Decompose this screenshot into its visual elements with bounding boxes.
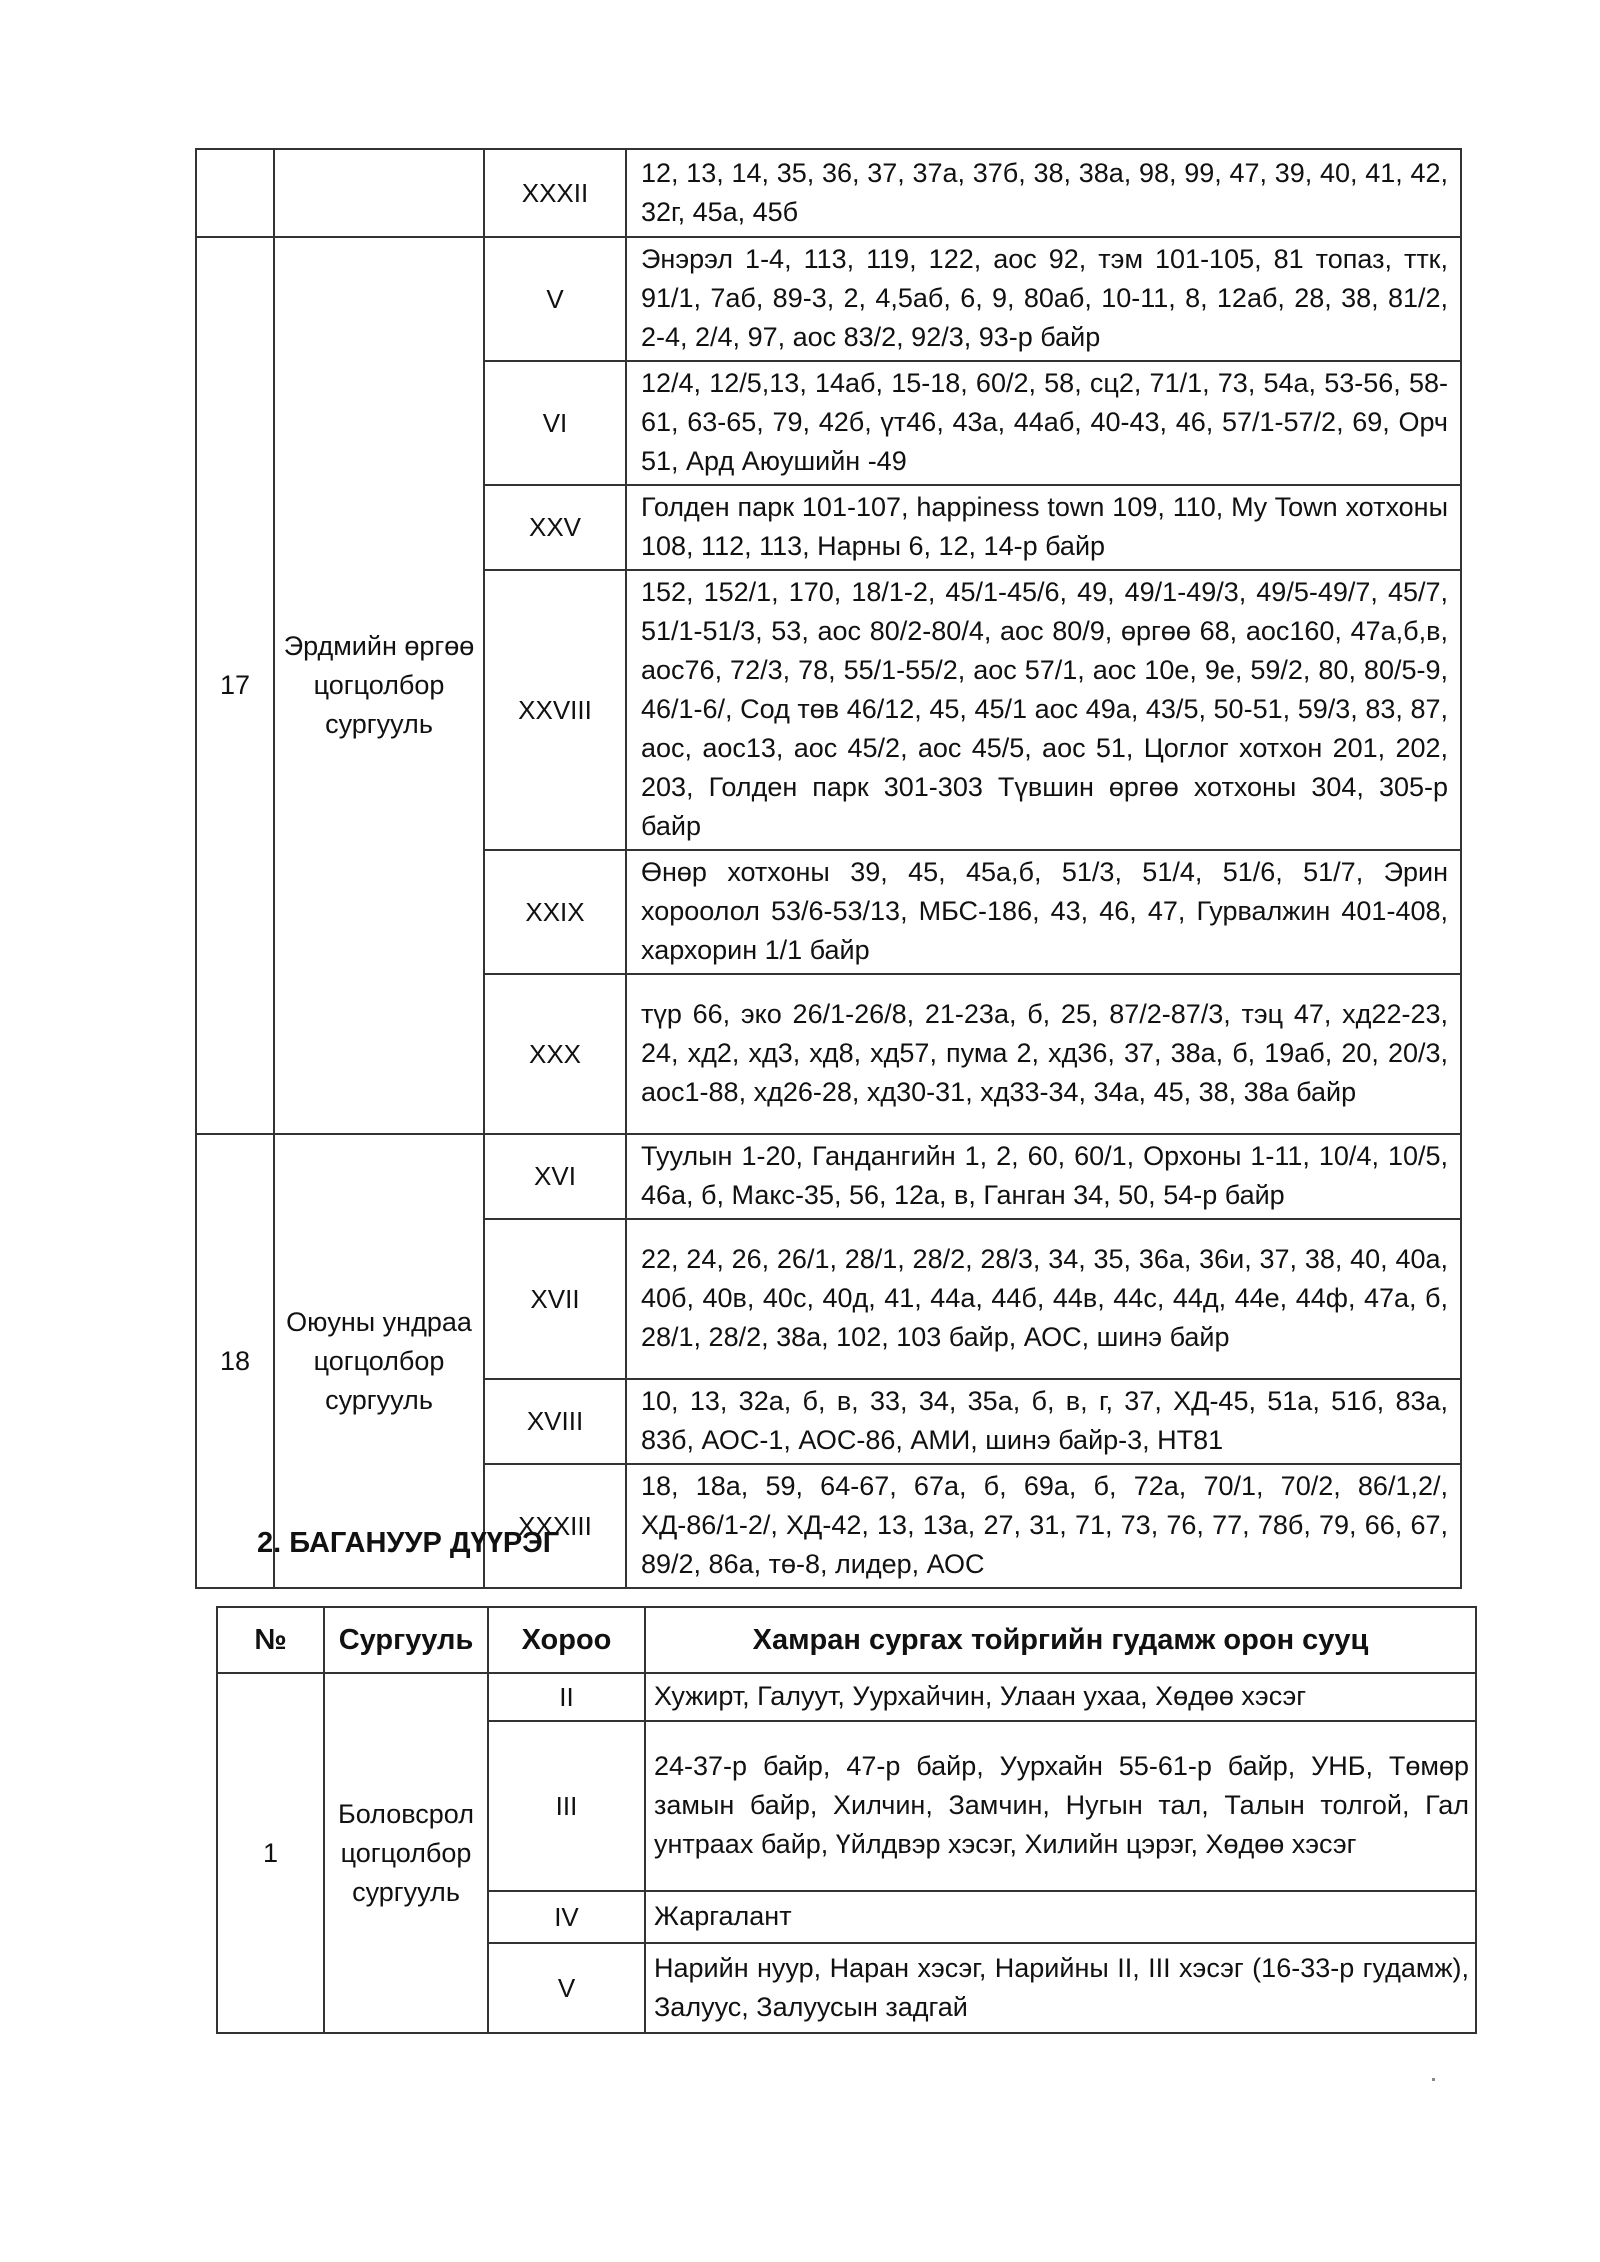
address-list: Өнөр хотхоны 39, 45, 45а,б, 51/3, 51/4, 51/6, 51/7, Эрин хороолол 53/6-53/13, МБС-186, 43, 46, 47, Гурвалжин 401-408, хархорин 1/1 байр [626,850,1461,974]
row-number [196,149,274,237]
khoroo-number: XXVIII [484,570,626,850]
address-list: Туулын 1-20, Гандангийн 1, 2, 60, 60/1, Орхоны 1-11, 10/4, 10/5, 46а, б, Макс-35, 56, 12а, в, Ганган 34, 50, 54-р байр [626,1134,1461,1219]
address-list: 18, 18а, 59, 64-67, 67а, б, 69а, б, 72а, 70/1, 70/2, 86/1,2/, ХД-86/1-2/, ХД-42, 13, 13а, 27, 31, 71, 73, 76, 77, 78б, 79, 66, 67, 89/2, 86а, тө-8, лидер, АОС [626,1464,1461,1588]
khoroo-number: XXXIII [484,1464,626,1588]
khoroo-number: XXXII [484,149,626,237]
khoroo-number: XXV [484,485,626,570]
address-list: 24-37-р байр, 47-р байр, Уурхайн 55-61-р байр, УНБ, Төмөр замын байр, Хилчин, Замчин, Нугын тал, Талын толгой, Гал унтраах байр, Үйлдвэр хэсэг, Хилийн цэрэг, Хөдөө хэсэг [645,1721,1476,1891]
khoroo-number: IV [488,1891,645,1943]
district-table-continued [195,148,1462,1589]
table-row [196,237,1461,361]
header-number: № [217,1607,324,1673]
row-number: 18 [196,1134,274,1588]
scan-speck [1432,2078,1435,2081]
address-list: 152, 152/1, 170, 18/1-2, 45/1-45/6, 49, 49/1-49/3, 49/5-49/7, 45/7, 51/1-51/3, 53, аос 80/2-80/4, аос 80/9, өргөө 68, аос160, 47а,б,в, аос76, 72/3, 78, 55/1-55/2, аос 57/1, аос 10е, 9е, 59/2, 80, 80/5-9, 46/1-6/, Сод төв 46/12, 45, 45/1 аос 49а, 43/5, 50-51, 59/3, 83, 87, аос, аос13, аос 45/2, аос 45/5, аос 51, Цоглог хотхон 201, 202, 203, Голден парк 301-303 Түвшин өргөө хотхоны 304, 305-р байр [626,570,1461,850]
baganuur-district-table [216,1606,1477,2034]
khoroo-number: XVII [484,1219,626,1379]
address-list: түр 66, эко 26/1-26/8, 21-23а, б, 25, 87/2-87/3, тэц 47, хд22-23, 24, хд2, хд3, хд8, хд57, пума 2, хд36, 37, 38а, б, 19аб, 20, 20/3, аос1-88, хд26-28, хд30-31, хд33-34, 34а, 45, 38, 38а байр [626,974,1461,1134]
address-list: Нарийн нуур, Наран хэсэг, Нарийны II, III хэсэг (16-33-р гудамж), Залуус, Залуусын задгай [645,1943,1476,2033]
khoroo-number: XVI [484,1134,626,1219]
address-list: Хужирт, Галуут, Уурхайчин, Улаан ухаа, Хөдөө хэсэг [645,1673,1476,1721]
address-list: 12, 13, 14, 35, 36, 37, 37а, 37б, 38, 38а, 98, 99, 47, 39, 40, 41, 42, 32г, 45а, 45б [626,149,1461,237]
khoroo-number: VI [484,361,626,485]
school-name: Боловсрол цогцолбор сургууль [324,1673,488,2033]
row-number: 17 [196,237,274,1134]
khoroo-number: II [488,1673,645,1721]
school-name: Эрдмийн өргөө цогцолбор сургууль [274,237,484,1134]
address-list: 10, 13, 32а, б, в, 33, 34, 35а, б, в, г, 37, ХД-45, 51а, 51б, 83а, 83б, АОС-1, АОС-86, АМИ, шинэ байр-3, НТ81 [626,1379,1461,1464]
khoroo-number: V [484,237,626,361]
school-name [274,149,484,237]
khoroo-number: III [488,1721,645,1891]
header-address: Хамран сургах тойргийн гудамж орон сууц [645,1607,1476,1673]
table-row [217,1673,1476,1721]
address-list: 12/4, 12/5,13, 14аб, 15-18, 60/2, 58, сц2, 71/1, 73, 54а, 53-56, 58-61, 63-65, 79, 42б, үт46, 43а, 44аб, 40-43, 46, 57/1-57/2, 69, Орч 51, Ард Аюушийн -49 [626,361,1461,485]
header-khoroo: Хороо [488,1607,645,1673]
khoroo-number: XXIX [484,850,626,974]
khoroo-number: V [488,1943,645,2033]
header-school: Сургууль [324,1607,488,1673]
table-row [196,1134,1461,1219]
row-number: 1 [217,1673,324,2033]
khoroo-number: XVIII [484,1379,626,1464]
school-name: Оюуны ундраа цогцолбор сургууль [274,1134,484,1588]
khoroo-number: XXX [484,974,626,1134]
address-list: 22, 24, 26, 26/1, 28/1, 28/2, 28/3, 34, 35, 36а, 36и, 37, 38, 40, 40а, 40б, 40в, 40с, 40д, 41, 44а, 44б, 44в, 44с, 44д, 44е, 44ф, 47а, б, 28/1, 28/2, 38а, 102, 103 байр, АОС, шинэ байр [626,1219,1461,1379]
table-row [196,149,1461,237]
address-list: Жаргалант [645,1891,1476,1943]
address-list: Голден парк 101-107, happiness town 109, 110, My Town хотхоны 108, 112, 113, Нарны 6, 12, 14-р байр [626,485,1461,570]
address-list: Энэрэл 1-4, 113, 119, 122, аос 92, тэм 101-105, 81 топаз, ттк, 91/1, 7аб, 89-3, 2, 4,5аб, 6, 9, 80аб, 10-11, 8, 12аб, 28, 38, 81/2, 2-4, 2/4, 97, аос 83/2, 92/3, 93-р байр [626,237,1461,361]
section-title: 2. БАГАНУУР ДҮҮРЭГ [257,1527,560,1559]
table-header-row [217,1607,1476,1673]
